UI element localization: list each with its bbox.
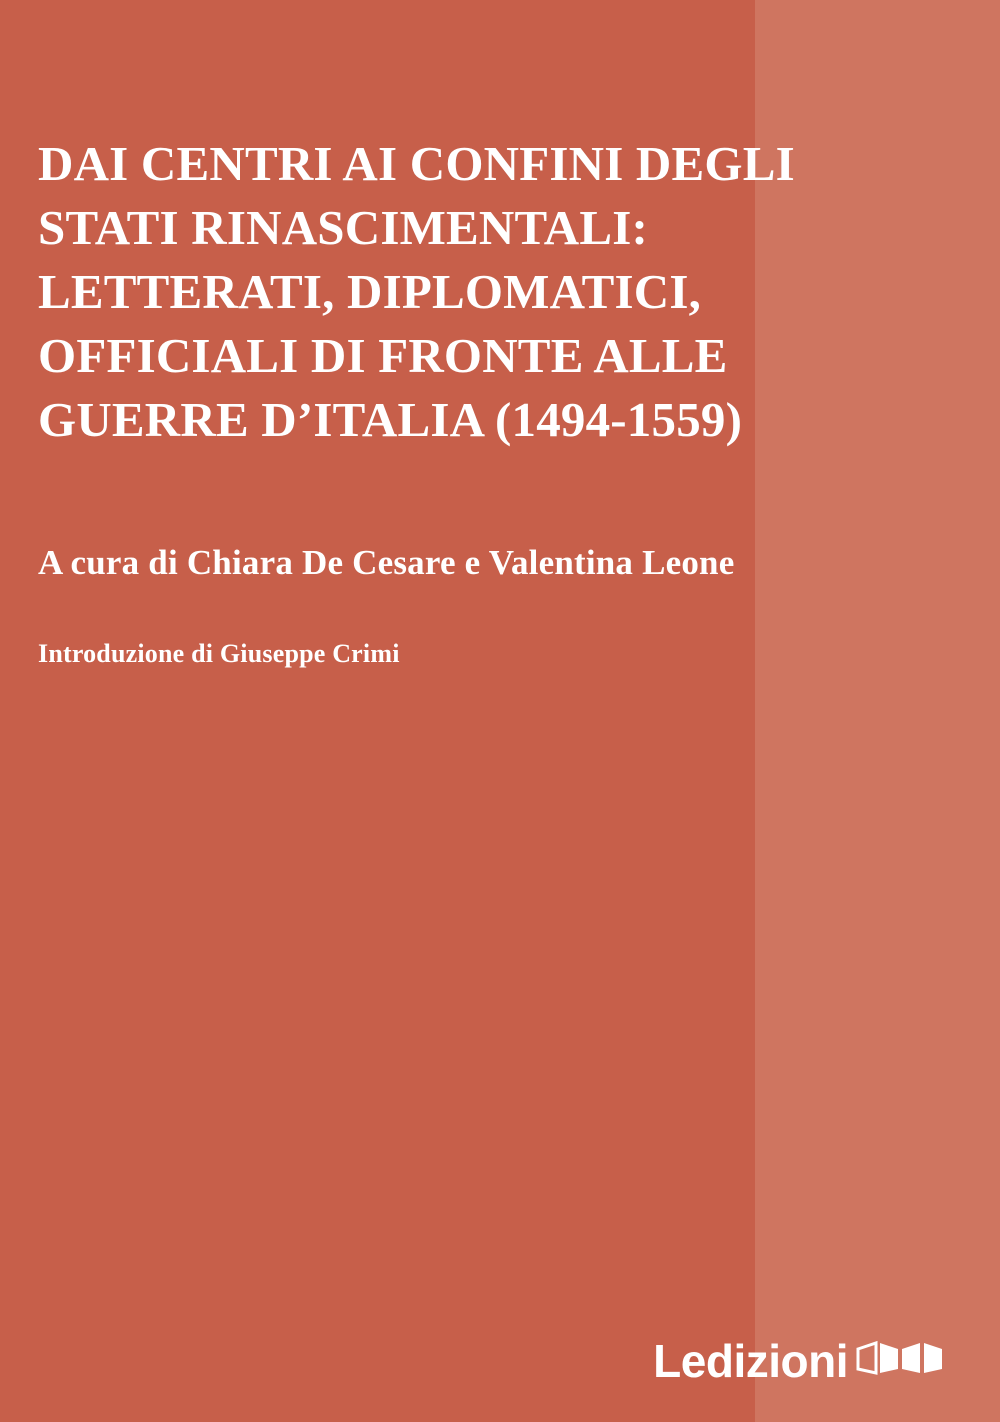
book-title: DAI CENTRI AI CONFINI DEGLI STATI RINASCIMENTALI: LETTERATI, DIPLOMATICI, OFFICIALI DI FRONTE ALLE GUERRE D’ITALIA (1494-1559)	[38, 136, 795, 447]
book-editors: A cura di Chiara De Cesare e Valentina Leone	[38, 543, 735, 582]
open-book-logo-icon	[856, 1339, 944, 1384]
book-introduction-credit: Introduzione di Giuseppe Crimi	[38, 639, 400, 668]
publisher-name: Ledizioni	[653, 1335, 848, 1387]
publisher-logo	[653, 1335, 944, 1387]
